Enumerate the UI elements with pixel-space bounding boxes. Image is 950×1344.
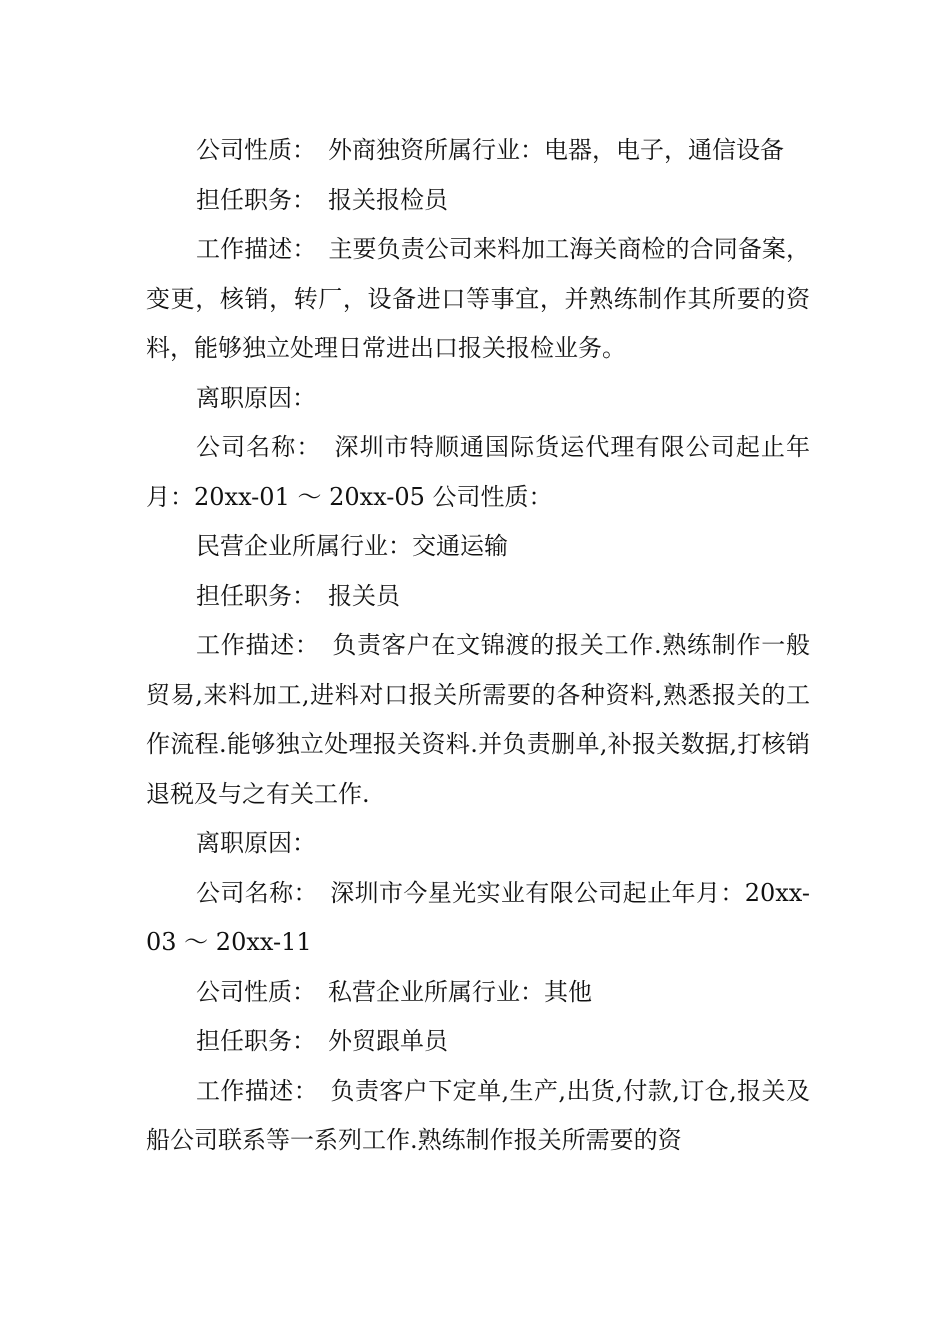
paragraph-position-3: 担任职务： 外贸跟单员 (196, 1027, 448, 1055)
paragraph-position-1: 担任职务： 报关报检员 (196, 185, 448, 214)
document-body (146, 126, 810, 1166)
paragraph-job-description-2: 工作描述： 负责客户在文锦渡的报关工作.熟练制作一般贸易,来料加工,进料对口报关所需要的各种资料,熟悉报关的工作流程.能够独立处理报关资料.并负责删单,补报关数据,打核销退税及与之有关工作. (146, 631, 810, 808)
paragraph-leave-reason-2: 离职原因： (196, 829, 316, 857)
paragraph-job-description-1: 工作描述： 主要负责公司来料加工海关商检的合同备案，变更，核销，转厂，设备进口等事宜，并熟练制作其所要的资料，能够独立处理日常进出口报关报检业务。 (146, 235, 810, 362)
paragraph-leave-reason-1: 离职原因： (196, 383, 316, 412)
paragraph-company-nature-2: 民营企业所属行业：交通运输 (196, 532, 508, 560)
paragraph-position-2: 担任职务： 报关员 (196, 581, 400, 610)
paragraph-company-name-3: 公司名称： 深圳市今星光实业有限公司起止年月：20xx-03 ～ 20xx-11 (146, 878, 810, 956)
paragraph-company-nature-1: 公司性质： 外商独资所属行业：电器，电子，通信设备 (196, 136, 784, 164)
paragraph-job-description-3: 工作描述： 负责客户下定单,生产,出货,付款,订仓,报关及船公司联系等一系列工作.熟练制作报关所需要的资 (146, 1076, 810, 1154)
paragraph-company-name-2: 公司名称： 深圳市特顺通国际货运代理有限公司起止年月：20xx-01 ～ 20xx-05 公司性质： (146, 433, 810, 511)
paragraph-company-nature-3: 公司性质： 私营企业所属行业：其他 (196, 977, 592, 1006)
